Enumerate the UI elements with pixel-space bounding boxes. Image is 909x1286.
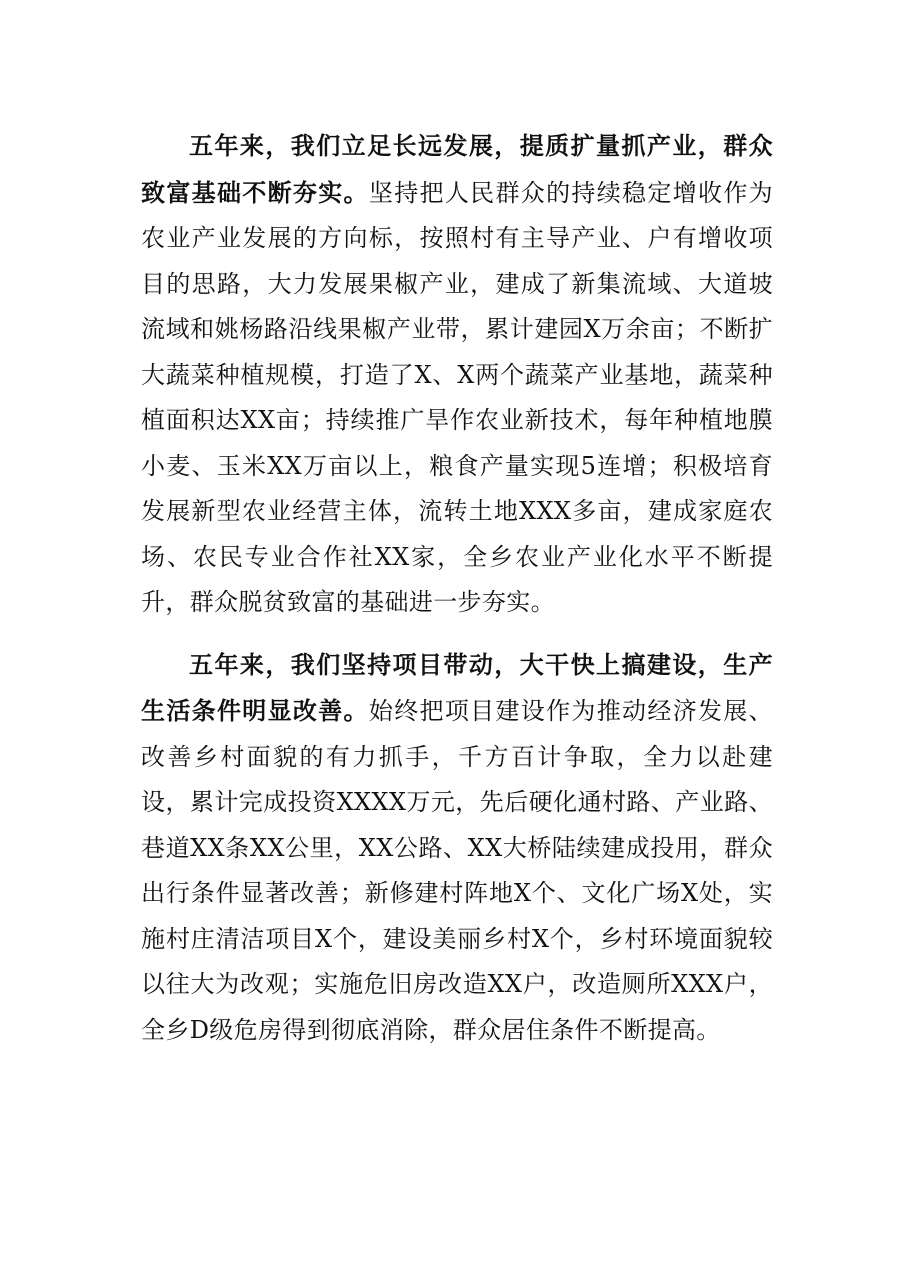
paragraph-construction	[141, 642, 773, 1054]
paragraph-body: 坚持把人民群众的持续稳定增收作为农业产业发展的方向标，按照村有主导产业、户有增收项目的思路，大力发展果椒产业，建成了新集流域、大道坡流域和姚杨路沿线果椒产业带，累计建园X万余亩；不断扩大蔬菜种植规模，打造了X、X两个蔬菜产业基地，蔬菜种植面积达XX亩；持续推广旱作农业新技术，每年种植地膜小麦、玉米XX万亩以上，粮食产量实现5连增；积极培育发展新型农业经营主体，流转土地XXX多亩，建成家庭农场、农民专业合作社XX家，全乡农业产业化水平不断提升，群众脱贫致富的基础进一步夯实。	[141, 178, 773, 616]
document-body	[141, 123, 773, 1053]
paragraph-industry	[141, 123, 773, 626]
paragraph-lead: 五年来，我们坚持项目带动，大干快上搞建设，生产生活条件明显改善。	[141, 649, 773, 725]
paragraph-body: 始终把项目建设作为推动经济发展、改善乡村面貌的有力抓手，千方百计争取，全力以赴建设，累计完成投资XXXX万元，先后硬化通村路、产业路、巷道XX条XX公里，XX公路、XX大桥陆续建成投用，群众出行条件显著改善；新修建村阵地X个、文化广场X处，实施村庄清洁项目X个，建设美丽乡村X个，乡村环境面貌较以往大为改观；实施危旧房改造XX户，改造厕所XXX户，全乡D级危房得到彻底消除，群众居住条件不断提高。	[141, 697, 773, 1044]
paragraph-lead: 五年来，我们立足长远发展，提质扩量抓产业，群众致富基础不断夯实。	[141, 131, 773, 207]
